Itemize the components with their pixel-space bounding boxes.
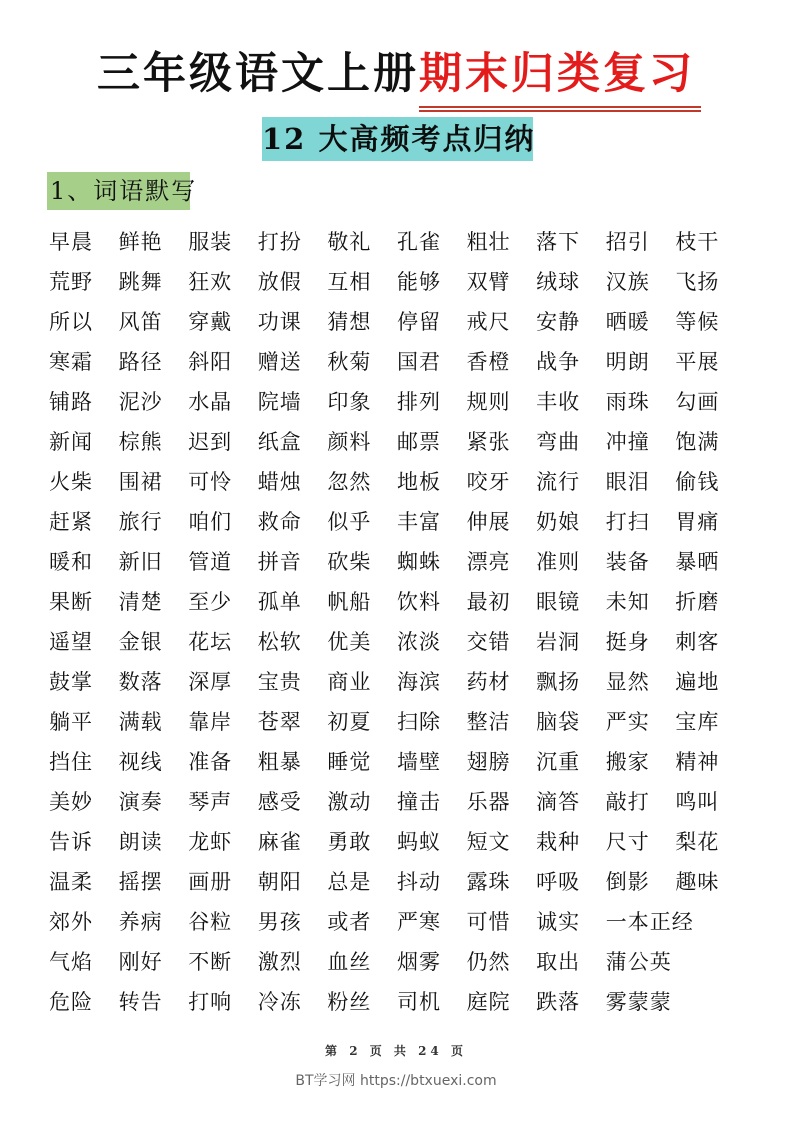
vocabulary-word: 雾蒙蒙 (605, 990, 672, 1014)
vocabulary-word: 装备 (605, 550, 650, 574)
vocabulary-word: 赶紧 (49, 510, 93, 534)
vocabulary-word: 旅行 (118, 510, 163, 534)
vocabulary-word: 倒影 (605, 870, 650, 894)
vocabulary-word: 鲜艳 (118, 230, 163, 254)
vocabulary-word: 琴声 (188, 790, 233, 814)
vocabulary-word: 穿戴 (188, 310, 233, 334)
vocabulary-word: 打响 (188, 990, 233, 1014)
vocabulary-word: 救命 (257, 510, 302, 534)
vocabulary-word: 寒霜 (49, 350, 93, 374)
vocabulary-word: 平展 (675, 350, 720, 374)
vocabulary-word: 眼镜 (536, 590, 581, 614)
subtitle-banner: 12 大高频考点归纳 (262, 117, 533, 161)
vocabulary-word: 药材 (466, 670, 511, 694)
vocabulary-word: 围裙 (118, 470, 163, 494)
site-watermark: BT学习网 https://btxuexi.com (295, 1073, 497, 1089)
vocabulary-word: 挺身 (605, 630, 650, 654)
vocabulary-word: 交错 (466, 630, 511, 654)
vocabulary-word: 露珠 (466, 870, 511, 894)
word-row (49, 822, 749, 862)
vocabulary-word: 似乎 (327, 510, 372, 534)
vocabulary-word: 最初 (466, 590, 511, 614)
vocabulary-word: 呼吸 (536, 870, 581, 894)
vocabulary-word: 遍地 (675, 670, 720, 694)
vocabulary-word: 荒野 (49, 270, 93, 294)
vocabulary-word: 满载 (118, 710, 163, 734)
vocabulary-word: 饮料 (396, 590, 441, 614)
vocabulary-word: 冷冻 (257, 990, 302, 1014)
vocabulary-word: 晒暖 (605, 310, 650, 334)
vocabulary-word: 漂亮 (466, 550, 511, 574)
vocabulary-word: 猜想 (327, 310, 372, 334)
word-row (49, 462, 749, 502)
vocabulary-word: 海滨 (396, 670, 441, 694)
vocabulary-word: 麻雀 (257, 830, 302, 854)
word-row (49, 662, 749, 702)
vocabulary-word: 严实 (605, 710, 650, 734)
vocabulary-word: 靠岸 (188, 710, 233, 734)
vocabulary-word: 刚好 (118, 950, 163, 974)
vocabulary-word: 打扮 (257, 230, 302, 254)
vocabulary-word: 摇摆 (118, 870, 163, 894)
vocabulary-word: 落下 (536, 230, 581, 254)
vocabulary-word: 弯曲 (536, 430, 581, 454)
vocabulary-word: 搬家 (605, 750, 650, 774)
vocabulary-word: 孤单 (257, 590, 302, 614)
vocabulary-word: 泥沙 (118, 390, 163, 414)
vocabulary-word: 咱们 (188, 510, 233, 534)
word-row (49, 582, 749, 622)
vocabulary-word: 飘扬 (536, 670, 581, 694)
vocabulary-word: 功课 (257, 310, 302, 334)
vocabulary-word: 勾画 (675, 390, 720, 414)
vocabulary-word: 飞扬 (675, 270, 720, 294)
vocabulary-word: 纸盒 (257, 430, 302, 454)
vocabulary-word: 砍柴 (327, 550, 372, 574)
vocabulary-word: 粗暴 (257, 750, 302, 774)
vocabulary-word: 血丝 (327, 950, 372, 974)
word-row (49, 342, 749, 382)
word-row (49, 302, 749, 342)
word-row (49, 622, 749, 662)
vocabulary-word: 新旧 (118, 550, 163, 574)
word-row (49, 702, 749, 742)
vocabulary-word: 乐器 (466, 790, 511, 814)
vocabulary-word: 秋菊 (327, 350, 372, 374)
vocabulary-word: 暴晒 (675, 550, 720, 574)
vocabulary-word: 国君 (396, 350, 441, 374)
vocabulary-word: 铺路 (49, 390, 93, 414)
vocabulary-word: 感受 (257, 790, 302, 814)
vocabulary-word: 尺寸 (605, 830, 650, 854)
word-row (49, 982, 749, 1022)
vocabulary-word: 烟雾 (396, 950, 441, 974)
vocabulary-word: 颜料 (327, 430, 372, 454)
vocabulary-word: 梨花 (675, 830, 720, 854)
vocabulary-word: 滴答 (536, 790, 581, 814)
vocabulary-word: 宝库 (675, 710, 720, 734)
vocabulary-word: 苍翠 (257, 710, 302, 734)
vocabulary-word: 总是 (327, 870, 372, 894)
vocabulary-word: 地板 (396, 470, 441, 494)
vocabulary-word: 丰收 (536, 390, 581, 414)
vocabulary-word: 不断 (188, 950, 233, 974)
vocabulary-word: 花坛 (188, 630, 233, 654)
vocabulary-word: 养病 (118, 910, 163, 934)
vocabulary-word: 香橙 (466, 350, 511, 374)
word-row (49, 542, 749, 582)
vocabulary-word: 勇敢 (327, 830, 372, 854)
vocabulary-word: 偷钱 (675, 470, 720, 494)
vocabulary-word: 绒球 (536, 270, 581, 294)
vocabulary-word: 未知 (605, 590, 650, 614)
vocabulary-word: 暖和 (49, 550, 93, 574)
vocabulary-word: 浓淡 (396, 630, 441, 654)
word-row (49, 222, 749, 262)
vocabulary-word: 遥望 (49, 630, 93, 654)
vocabulary-word: 司机 (396, 990, 441, 1014)
vocabulary-word: 停留 (396, 310, 441, 334)
vocabulary-word: 双臂 (466, 270, 511, 294)
word-row (49, 262, 749, 302)
vocabulary-word: 翅膀 (466, 750, 511, 774)
vocabulary-word: 激烈 (257, 950, 302, 974)
vocabulary-word: 视线 (118, 750, 163, 774)
vocabulary-word: 伸展 (466, 510, 511, 534)
vocabulary-word: 战争 (536, 350, 581, 374)
vocabulary-word: 邮票 (396, 430, 441, 454)
word-row (49, 382, 749, 422)
vocabulary-word: 眼泪 (605, 470, 650, 494)
vocabulary-word: 赠送 (257, 350, 302, 374)
vocabulary-word: 一本正经 (605, 910, 694, 934)
page-number: 第 2 页 共 24 页 (325, 1044, 467, 1058)
vocabulary-word: 饱满 (675, 430, 720, 454)
word-row (49, 782, 749, 822)
vocabulary-word: 互相 (327, 270, 372, 294)
vocabulary-word: 短文 (466, 830, 511, 854)
vocabulary-word: 宝贵 (257, 670, 302, 694)
vocabulary-word: 胃痛 (675, 510, 720, 534)
vocabulary-word: 谷粒 (188, 910, 233, 934)
vocabulary-word: 招引 (605, 230, 650, 254)
vocabulary-word: 咬牙 (466, 470, 511, 494)
vocabulary-word: 规则 (466, 390, 511, 414)
vocabulary-word: 戒尺 (466, 310, 511, 334)
vocabulary-word: 危险 (49, 990, 93, 1014)
vocabulary-word: 男孩 (257, 910, 302, 934)
vocabulary-word: 严寒 (396, 910, 441, 934)
vocabulary-word: 挡住 (49, 750, 93, 774)
vocabulary-word: 路径 (118, 350, 163, 374)
vocabulary-word: 告诉 (49, 830, 93, 854)
vocabulary-word: 棕熊 (118, 430, 163, 454)
title-grade-text: 三年级语文上册 (97, 49, 419, 99)
vocabulary-word: 仍然 (466, 950, 511, 974)
vocabulary-word: 至少 (188, 590, 233, 614)
vocabulary-word: 趣味 (675, 870, 720, 894)
vocabulary-word: 龙虾 (188, 830, 233, 854)
vocabulary-word: 或者 (327, 910, 372, 934)
vocabulary-word: 新闻 (49, 430, 93, 454)
vocabulary-word: 水晶 (188, 390, 233, 414)
vocabulary-word: 迟到 (188, 430, 233, 454)
vocabulary-word: 商业 (327, 670, 372, 694)
vocabulary-word: 早晨 (49, 230, 93, 254)
vocabulary-word: 果断 (49, 590, 93, 614)
vocabulary-word: 气焰 (49, 950, 93, 974)
vocabulary-word: 数落 (118, 670, 163, 694)
vocabulary-word: 服装 (188, 230, 233, 254)
vocabulary-word: 睡觉 (327, 750, 372, 774)
vocabulary-word: 鸣叫 (675, 790, 720, 814)
vocabulary-word: 撞击 (396, 790, 441, 814)
word-row (49, 742, 749, 782)
word-row (49, 862, 749, 902)
vocabulary-word: 诚实 (536, 910, 581, 934)
vocabulary-word: 蒲公英 (605, 950, 672, 974)
word-row (49, 502, 749, 542)
vocabulary-word: 沉重 (536, 750, 581, 774)
vocabulary-word: 打扫 (605, 510, 650, 534)
vocabulary-word: 刺客 (675, 630, 720, 654)
title-review-text: 期末归类复习 (419, 44, 695, 104)
vocabulary-word: 粗壮 (466, 230, 511, 254)
vocabulary-word: 松软 (257, 630, 302, 654)
vocabulary-word: 院墙 (257, 390, 302, 414)
vocabulary-word: 印象 (327, 390, 372, 414)
vocabulary-word: 粉丝 (327, 990, 372, 1014)
vocabulary-word: 激动 (327, 790, 372, 814)
vocabulary-word: 帆船 (327, 590, 372, 614)
vocabulary-word: 温柔 (49, 870, 93, 894)
vocabulary-word: 整洁 (466, 710, 511, 734)
vocabulary-word: 郊外 (49, 910, 93, 934)
section-heading: 1、词语默写 (47, 172, 190, 210)
vocabulary-word: 拼音 (257, 550, 302, 574)
vocabulary-word: 躺平 (49, 710, 93, 734)
vocabulary-word: 取出 (536, 950, 581, 974)
vocabulary-word: 火柴 (49, 470, 93, 494)
word-row (49, 902, 749, 942)
vocabulary-word: 转告 (118, 990, 163, 1014)
vocabulary-word: 清楚 (118, 590, 163, 614)
vocabulary-word: 扫除 (396, 710, 441, 734)
vocabulary-word: 管道 (188, 550, 233, 574)
vocabulary-word: 显然 (605, 670, 650, 694)
vocabulary-word: 画册 (188, 870, 233, 894)
vocabulary-word: 忽然 (327, 470, 372, 494)
page-title (0, 44, 792, 104)
vocabulary-word: 初夏 (327, 710, 372, 734)
vocabulary-word: 朝阳 (257, 870, 302, 894)
vocabulary-word: 鼓掌 (49, 670, 93, 694)
vocabulary-word: 金银 (118, 630, 163, 654)
vocabulary-word: 蚂蚁 (396, 830, 441, 854)
vocabulary-word: 可怜 (188, 470, 233, 494)
vocabulary-word: 墙壁 (396, 750, 441, 774)
vocabulary-word: 冲撞 (605, 430, 650, 454)
vocabulary-word: 蜡烛 (257, 470, 302, 494)
vocabulary-word: 敬礼 (327, 230, 372, 254)
vocabulary-word: 明朗 (605, 350, 650, 374)
vocabulary-word: 优美 (327, 630, 372, 654)
word-row (49, 942, 749, 982)
vocabulary-word: 等候 (675, 310, 720, 334)
vocabulary-word: 敲打 (605, 790, 650, 814)
vocabulary-word: 汉族 (605, 270, 650, 294)
vocabulary-word: 可惜 (466, 910, 511, 934)
vocabulary-word: 孔雀 (396, 230, 441, 254)
vocabulary-word: 奶娘 (536, 510, 581, 534)
vocabulary-word: 所以 (49, 310, 93, 334)
vocabulary-word: 放假 (257, 270, 302, 294)
vocabulary-word: 丰富 (396, 510, 441, 534)
vocabulary-word: 演奏 (118, 790, 163, 814)
vocabulary-word: 风笛 (118, 310, 163, 334)
vocabulary-word: 精神 (675, 750, 720, 774)
vocabulary-word: 岩洞 (536, 630, 581, 654)
vocabulary-word: 朗读 (118, 830, 163, 854)
vocabulary-word: 安静 (536, 310, 581, 334)
vocabulary-word: 跳舞 (118, 270, 163, 294)
vocabulary-word: 深厚 (188, 670, 233, 694)
vocabulary-word: 跌落 (536, 990, 581, 1014)
vocabulary-word: 折磨 (675, 590, 720, 614)
vocabulary-word: 美妙 (49, 790, 93, 814)
vocabulary-word: 能够 (396, 270, 441, 294)
word-grid (49, 222, 749, 1022)
vocabulary-word: 蜘蛛 (396, 550, 441, 574)
vocabulary-word: 狂欢 (188, 270, 233, 294)
vocabulary-word: 雨珠 (605, 390, 650, 414)
word-row (49, 422, 749, 462)
vocabulary-word: 排列 (396, 390, 441, 414)
vocabulary-word: 栽种 (536, 830, 581, 854)
vocabulary-word: 抖动 (396, 870, 441, 894)
vocabulary-word: 枝干 (675, 230, 720, 254)
vocabulary-word: 庭院 (466, 990, 511, 1014)
vocabulary-word: 脑袋 (536, 710, 581, 734)
vocabulary-word: 准备 (188, 750, 233, 774)
vocabulary-word: 准则 (536, 550, 581, 574)
vocabulary-word: 斜阳 (188, 350, 233, 374)
vocabulary-word: 紧张 (466, 430, 511, 454)
vocabulary-word: 流行 (536, 470, 581, 494)
